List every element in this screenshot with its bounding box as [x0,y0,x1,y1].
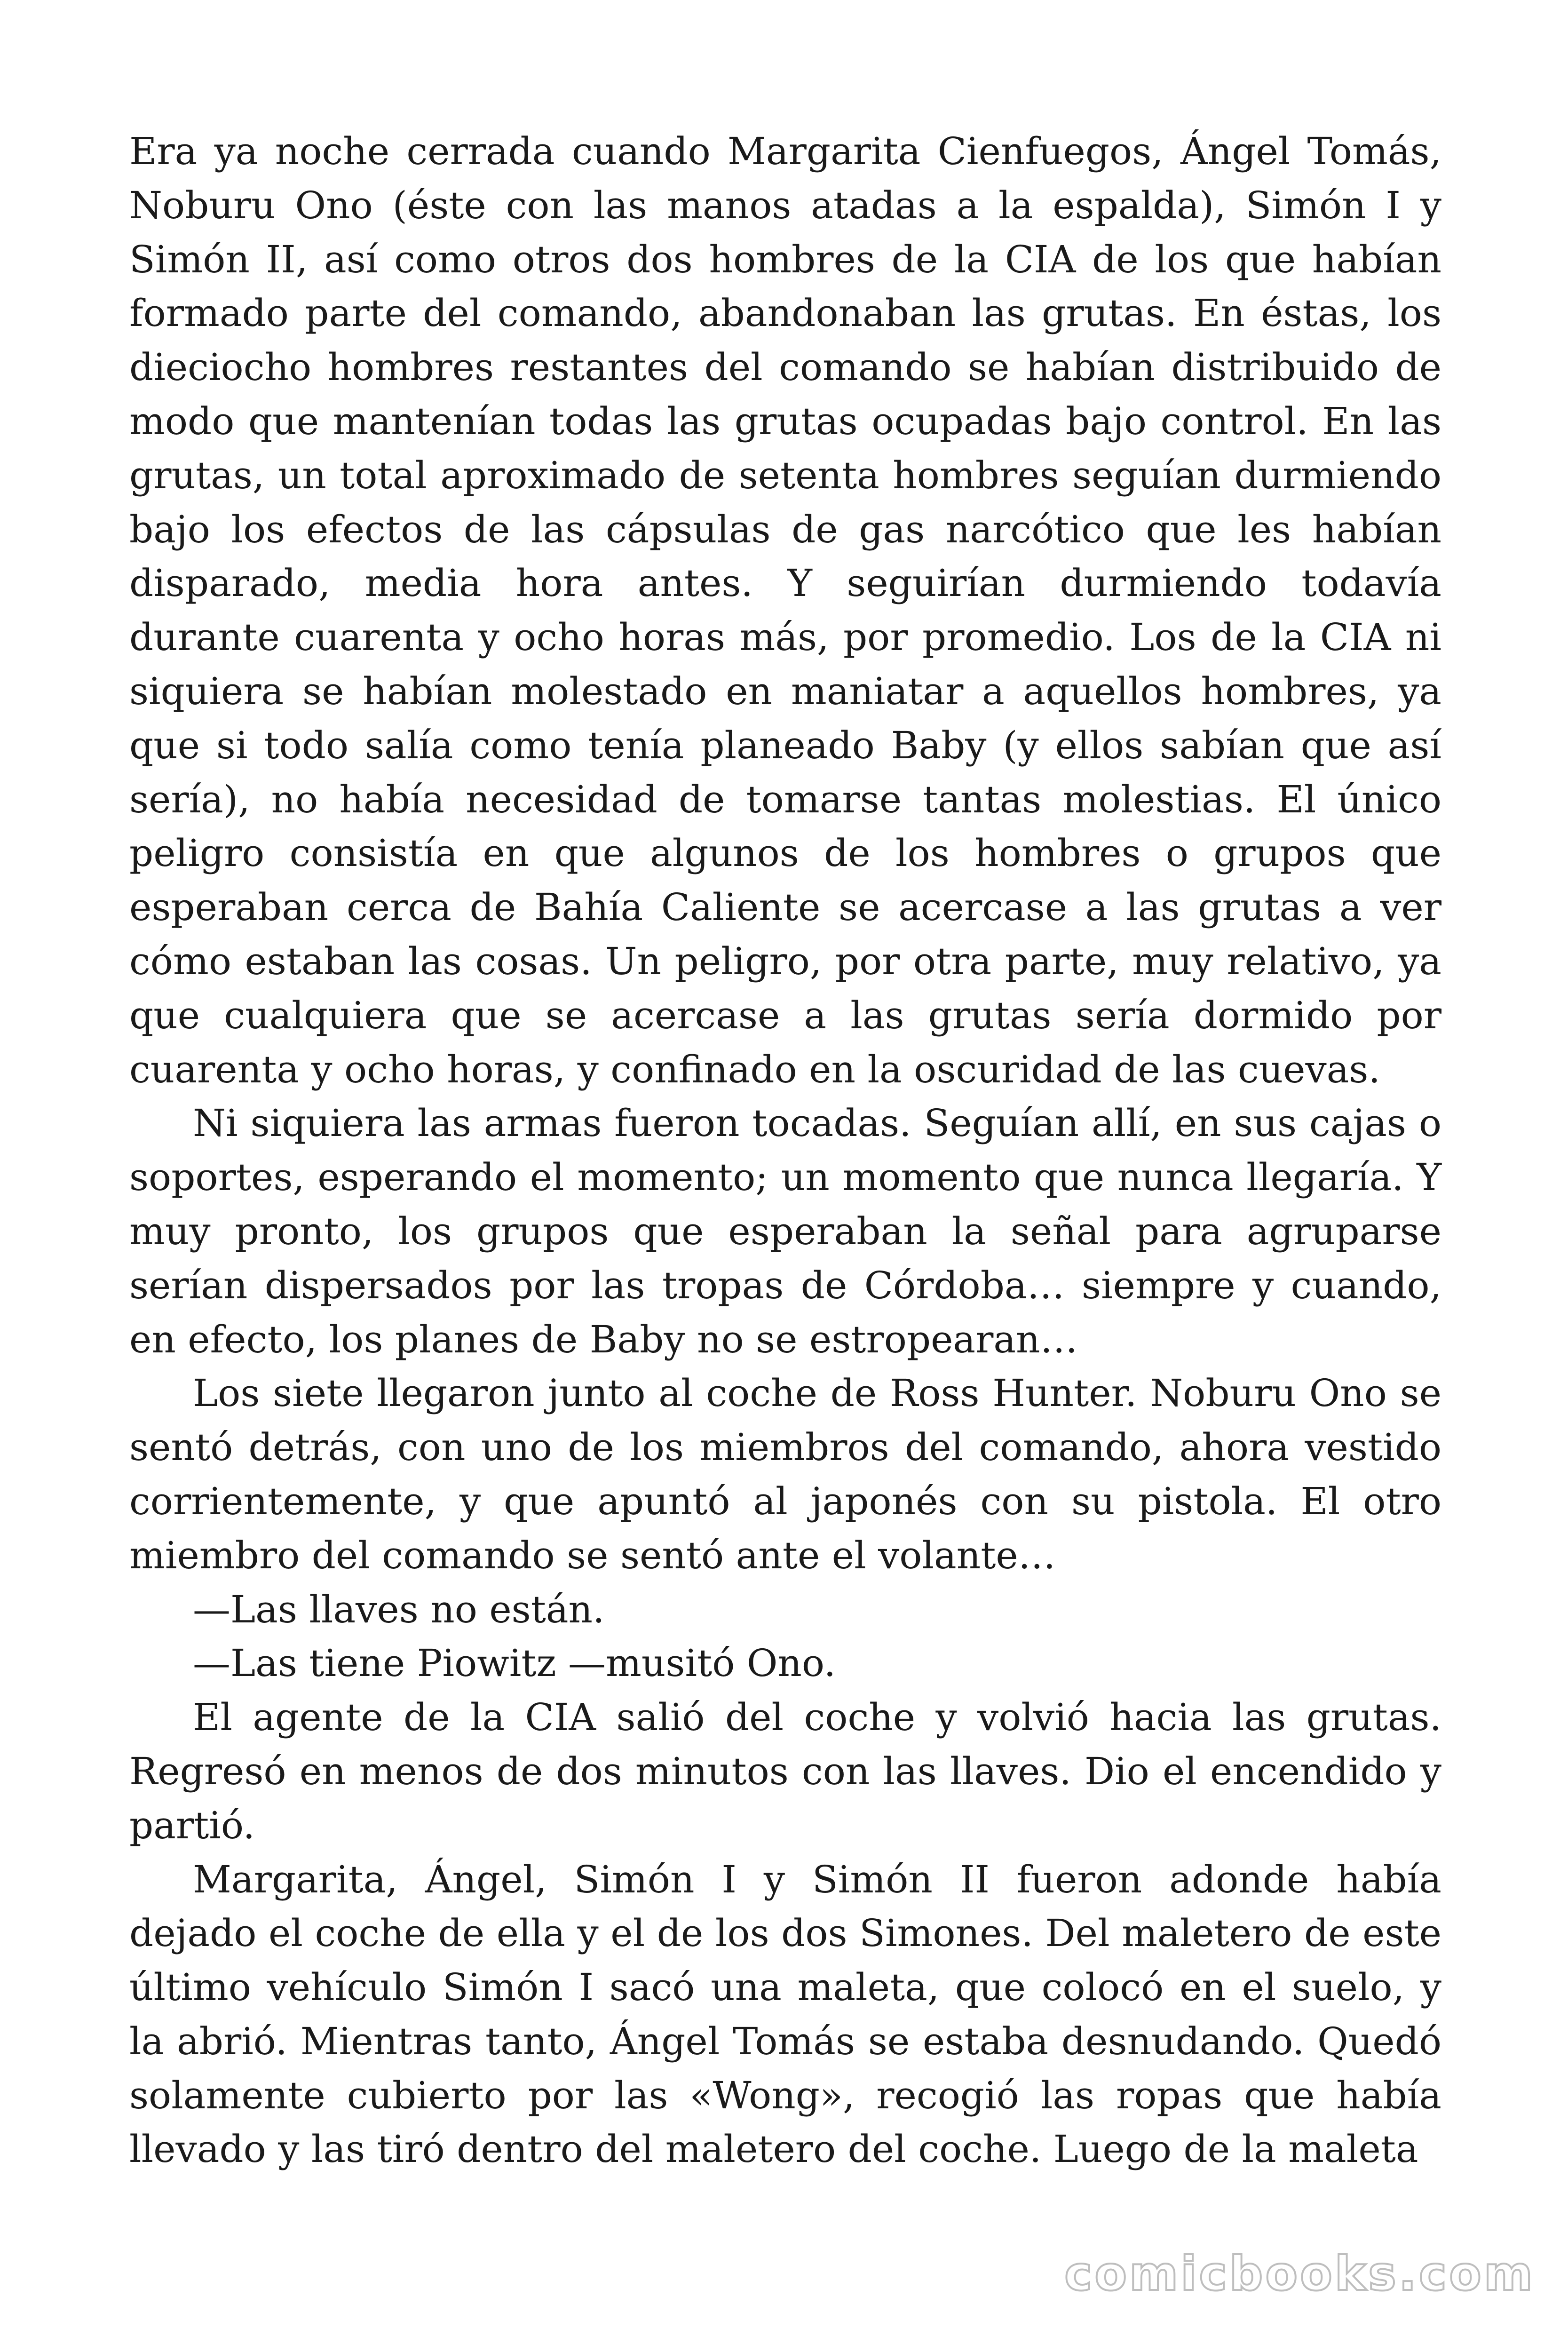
watermark: comicbooks.com [1064,2246,1535,2301]
paragraph-1: Era ya noche cerrada cuando Margarita Cienfuegos, Ángel Tomás, Noburu Ono (éste con las manos atadas a la espalda), Simón I y Simón II, así como otros dos hombres de la CIA de los que habían formado parte del comando, abandonaban las grutas. En éstas, los dieciocho hombres restantes del comando se habían distribuido de modo que mantenían todas las grutas ocupadas bajo control. En las grutas, un total aproximado de setenta hombres seguían durmiendo bajo los efectos de las cápsulas de gas narcótico que les habían disparado, media hora antes. Y seguirían durmiendo todavía durante cuarenta y ocho horas más, por promedio. Los de la CIA ni siquiera se habían molestado en maniatar a aquellos hombres, ya que si todo salía como tenía planeado Baby (y ellos sabían que así sería), no había necesidad de tomarse tantas molestias. El único peligro consistía en que algunos de los hombres o grupos que esperaban cerca de Bahía Caliente se acercase a las grutas a ver cómo estaban las cosas. Un peligro, por otra parte, muy relativo, ya que cualquiera que se acercase a las grutas sería dormido por cuarenta y ocho horas, y confinado en la oscuridad de las cuevas. [129,129,1441,1091]
paragraph-7: Margarita, Ángel, Simón I y Simón II fueron adonde había dejado el coche de ella y el de los dos Simones. Del maletero de este último vehículo Simón I sacó una maleta, que colocó en el suelo, y la abrió. Mientras tanto, Ángel Tomás se estaba desnudando. Quedó solamente cubierto por las «Wong», recogió las ropas que había llevado y las tiró dentro del maletero del coche. Luego de la maleta [129,1857,1441,2171]
paragraph-6: El agente de la CIA salió del coche y volvió hacia las grutas. Regresó en menos de dos minutos con las llaves. Dio el encendido y partió. [129,1695,1441,1847]
dialogue-line-1: —Las llaves no están. [193,1587,605,1631]
dialogue-line-2: —Las tiene Piowitz —musitó Ono. [193,1641,836,1685]
page-text [129,125,1441,2177]
paragraph-2: Ni siquiera las armas fueron tocadas. Seguían allí, en sus cajas o soportes, esperando el momento; un momento que nunca llegaría. Y muy pronto, los grupos que esperaban la señal para agruparse serían dispersados por las tropas de Córdoba… siempre y cuando, en efecto, los planes de Baby no se estropearan… [129,1101,1441,1361]
paragraph-3: Los siete llegaron junto al coche de Ross Hunter. Noburu Ono se sentó detrás, con uno de los miembros del comando, ahora vestido corrientemente, y que apuntó al japonés con su pistola. El otro miembro del comando se sentó ante el volante… [129,1371,1441,1577]
